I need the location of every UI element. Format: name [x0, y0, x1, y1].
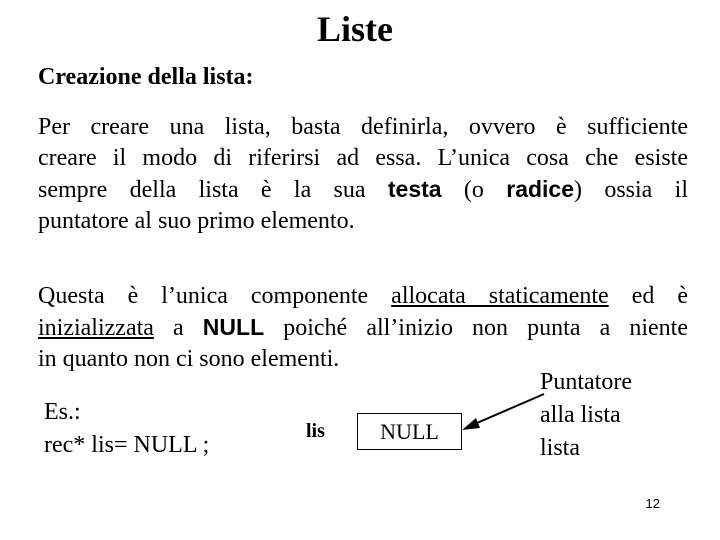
pointer-caption-line: alla lista: [540, 402, 621, 428]
text-span: (o: [441, 177, 507, 203]
text-span: sempre della lista è la sua: [38, 177, 388, 203]
variable-label: lis: [306, 420, 325, 442]
term-radice: radice: [506, 176, 575, 202]
term-allocata-staticamente: allocata staticamente: [391, 283, 609, 309]
p2-line: in quanto non ci sono elementi.: [38, 346, 340, 372]
pointer-caption-line: Puntatore: [540, 369, 632, 395]
text-span: poiché all’inizio non punta a niente: [264, 315, 688, 341]
pointer-caption: [540, 366, 632, 465]
slide-title: Liste: [317, 9, 393, 49]
arrow-icon: [458, 388, 548, 438]
page-number: 12: [645, 496, 660, 511]
example-code: rec* lis= NULL ;: [44, 432, 210, 458]
text-span: Questa è l’unica componente: [38, 283, 392, 309]
p1-line: creare il modo di riferirsi ad essa. L’unica cosa che esiste: [38, 145, 688, 171]
term-testa: testa: [387, 176, 442, 202]
section-subtitle: [38, 64, 254, 91]
pointer-caption-line: lista: [540, 435, 580, 461]
subtitle-text: Creazione della lista: [38, 64, 246, 90]
term-inizializzata: inizializzata: [38, 315, 154, 341]
example-label: Es.:: [44, 399, 81, 425]
paragraph-creation: [38, 112, 688, 237]
pointer-box: NULL: [357, 413, 462, 450]
p2-line: [38, 312, 688, 344]
code-example: [44, 396, 209, 462]
term-null: NULL: [202, 314, 265, 340]
text-span: a: [153, 315, 203, 341]
text-span: ) ossia il: [574, 177, 689, 203]
p1-line: [38, 174, 688, 206]
p1-line: Per creare una lista, basta definirla, ovvero è sufficiente: [38, 114, 688, 140]
paragraph-static-allocation: [38, 281, 688, 375]
p2-line: [38, 281, 688, 312]
subtitle-colon: :: [245, 64, 254, 90]
p1-line: puntatore al suo primo elemento.: [38, 208, 355, 234]
text-span: ed è: [608, 283, 688, 309]
